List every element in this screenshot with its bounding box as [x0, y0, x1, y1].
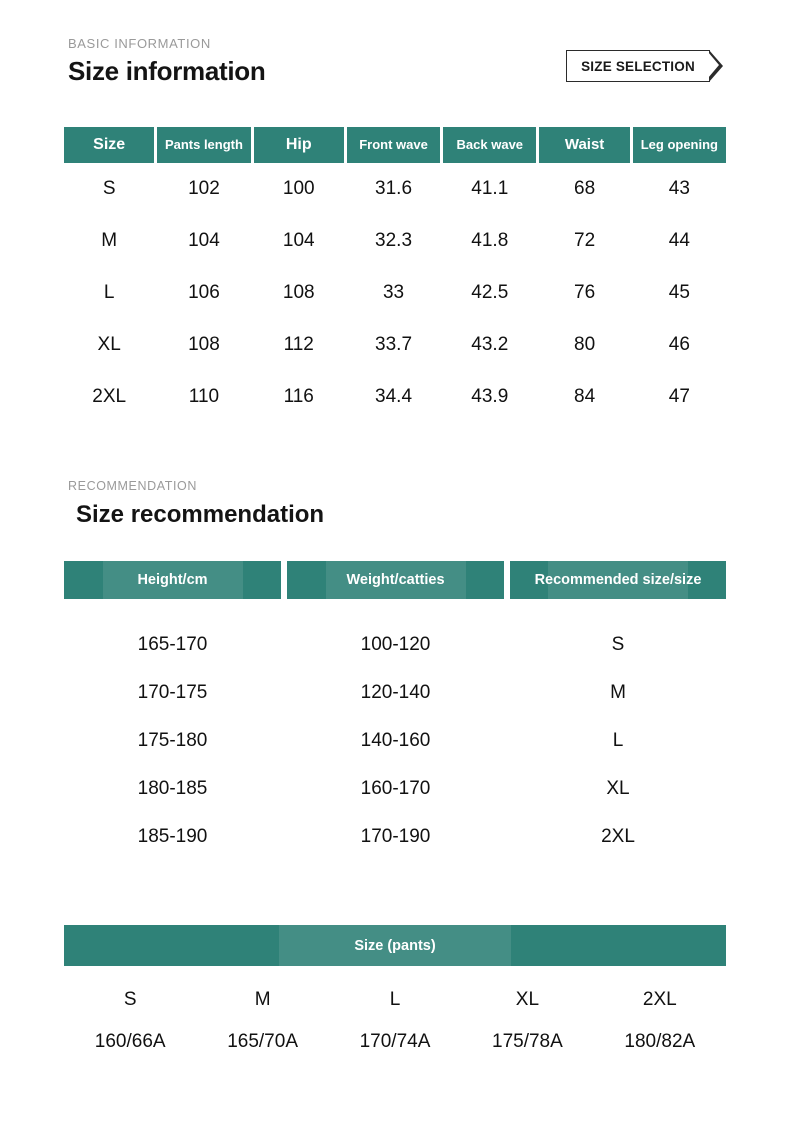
cell-recommended-size: 2XL: [601, 826, 635, 847]
cell-waist: 84: [574, 386, 596, 407]
cell-size: M: [101, 230, 118, 251]
table-row: [64, 813, 726, 861]
cell-recommended-size: S: [611, 634, 625, 655]
size-table-header-row: [64, 127, 726, 163]
pants-size-header: Size (pants): [64, 925, 726, 966]
cell-height: 170-175: [137, 682, 208, 703]
table-row: [64, 717, 726, 765]
recommendation-header-height: Height/cm: [64, 561, 281, 599]
cell-hip: 100: [282, 178, 315, 199]
cell-leg-opening: 44: [668, 230, 690, 251]
basic-information-eyebrow: BASIC INFORMATION: [68, 36, 211, 51]
cell-front-wave: 33: [382, 282, 405, 303]
table-row: [64, 319, 726, 371]
cell-size-code: 175/78A: [492, 1031, 563, 1052]
cell-leg-opening: 46: [668, 334, 690, 355]
cell-hip: 108: [282, 282, 315, 303]
cell-waist: 72: [574, 230, 596, 251]
cell-size: S: [102, 178, 116, 199]
recommendation-header-weight: Weight/catties: [287, 561, 504, 599]
cell-pants-length: 104: [188, 230, 220, 251]
table-row: [64, 978, 726, 1022]
cell-height: 185-190: [137, 826, 208, 847]
cell-weight: 160-170: [360, 778, 431, 799]
cell-weight: 140-160: [360, 730, 431, 751]
recommendation-header-recommended-size: Recommended size/size: [510, 561, 726, 599]
table-row: [64, 1022, 726, 1062]
cell-size: 2XL: [642, 989, 677, 1010]
cell-waist: 80: [574, 334, 596, 355]
cell-weight: 120-140: [360, 682, 431, 703]
cell-back-wave: 43.9: [471, 386, 509, 407]
cell-back-wave: 43.2: [471, 334, 509, 355]
size-selection-box[interactable]: [566, 50, 710, 82]
size-selection-label: SIZE SELECTION: [581, 58, 695, 74]
cell-height: 175-180: [137, 730, 208, 751]
cell-recommended-size: XL: [606, 778, 630, 799]
cell-front-wave: 34.4: [375, 386, 413, 407]
table-row: [64, 669, 726, 717]
cell-hip: 112: [283, 334, 314, 355]
table-row: [64, 163, 726, 215]
size-table-header-leg-opening: Leg opening: [633, 127, 726, 163]
size-table-header-pants-length: Pants length: [157, 127, 250, 163]
cell-size: M: [254, 989, 271, 1010]
table-row: [64, 371, 726, 423]
cell-leg-opening: 45: [668, 282, 690, 303]
cell-back-wave: 42.5: [471, 282, 509, 303]
size-table-header-front-wave: Front wave: [347, 127, 440, 163]
cell-weight: 170-190: [360, 826, 431, 847]
cell-front-wave: 31.6: [375, 178, 413, 199]
table-row: [64, 621, 726, 669]
size-table-header-hip: Hip: [254, 127, 344, 163]
size-information-title: Size information: [68, 56, 266, 86]
table-row: [64, 765, 726, 813]
cell-recommended-size: L: [612, 730, 624, 751]
cell-size: 2XL: [92, 386, 127, 407]
tag-arrow-inner-icon: [708, 52, 719, 78]
cell-pants-length: 102: [188, 178, 220, 199]
cell-back-wave: 41.1: [471, 178, 509, 199]
cell-size-code: 170/74A: [359, 1031, 431, 1052]
size-recommendation-title: Size recommendation: [76, 501, 325, 528]
cell-size: L: [389, 989, 401, 1010]
cell-height: 180-185: [137, 778, 208, 799]
pants-size-table: [64, 925, 726, 1062]
recommendation-eyebrow: RECOMMENDATION: [68, 479, 197, 493]
cell-pants-length: 108: [188, 334, 220, 355]
cell-recommended-size: M: [610, 682, 626, 703]
cell-height: 165-170: [137, 634, 208, 655]
size-recommendation-table: [64, 561, 726, 861]
cell-back-wave: 41.8: [471, 230, 509, 251]
cell-size-code: 180/82A: [624, 1031, 696, 1052]
table-row: [64, 215, 726, 267]
cell-weight: 100-120: [360, 634, 431, 655]
cell-hip: 104: [282, 230, 315, 251]
cell-size: S: [123, 989, 137, 1010]
cell-size-code: 165/70A: [227, 1031, 298, 1052]
cell-front-wave: 32.3: [375, 230, 413, 251]
cell-front-wave: 33.7: [375, 334, 413, 355]
size-table-header-back-wave: Back wave: [443, 127, 536, 163]
cell-size: L: [103, 282, 115, 303]
cell-pants-length: 110: [188, 386, 220, 407]
cell-pants-length: 106: [188, 282, 220, 303]
cell-size-code: 160/66A: [94, 1031, 166, 1052]
cell-waist: 68: [574, 178, 596, 199]
size-information-table: [64, 127, 726, 423]
table-row: [64, 267, 726, 319]
recommendation-table-header-row: [64, 561, 726, 599]
size-table-header-waist: Waist: [539, 127, 629, 163]
cell-size: XL: [515, 989, 540, 1010]
size-selection-tag[interactable]: [566, 50, 724, 82]
cell-leg-opening: 47: [668, 386, 690, 407]
cell-leg-opening: 43: [668, 178, 690, 199]
cell-size: XL: [97, 334, 121, 355]
cell-hip: 116: [283, 386, 314, 407]
cell-waist: 76: [574, 282, 596, 303]
size-table-header-size: Size: [64, 127, 154, 163]
